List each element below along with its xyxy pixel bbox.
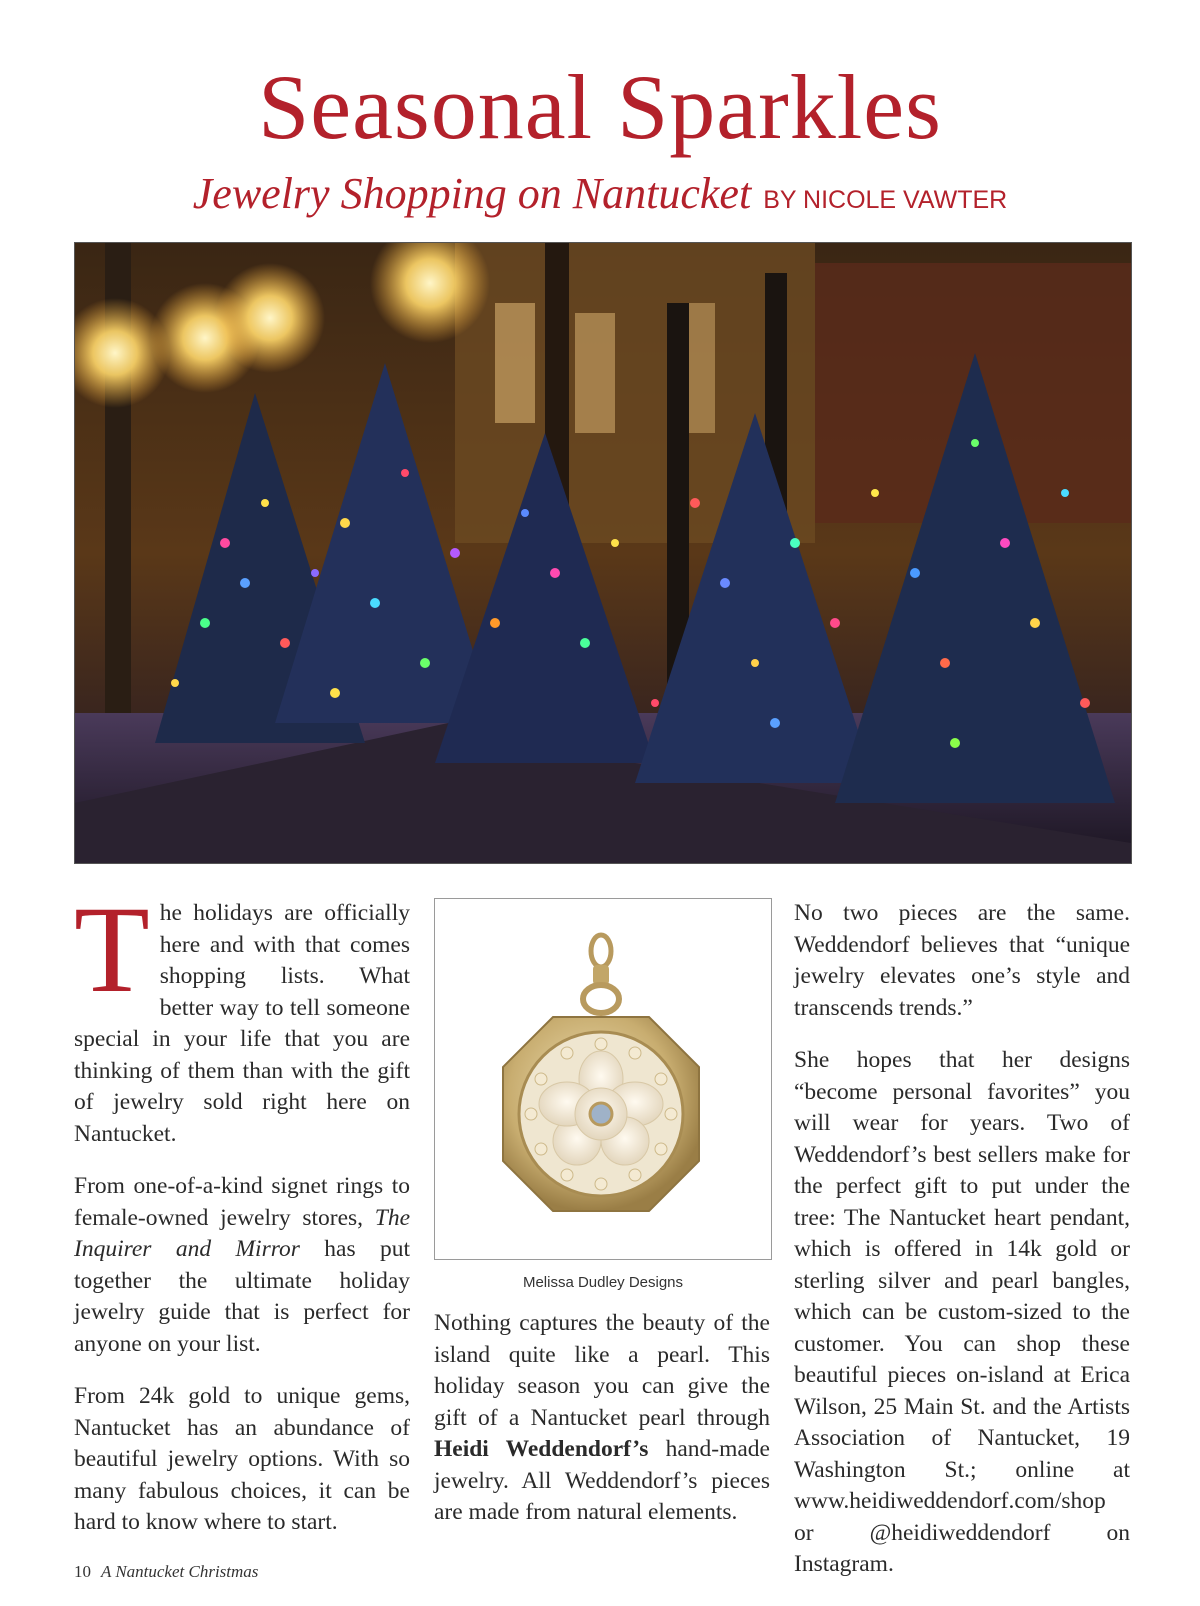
paragraph-2-text-b: has put together the ultimate holiday jewelry guide that is perfect for anyone on your list. [74, 1236, 411, 1357]
paragraph-4-text-b: hand-made jewelry. All Weddendorf’s pieces are made from natural elements. [434, 1436, 770, 1525]
byline: BY NICOLE VAWTER [763, 186, 1008, 214]
publication-title: A Nantucket Christmas [101, 1562, 259, 1581]
page-footer [74, 1562, 258, 1582]
paragraph-4 [434, 1308, 770, 1529]
paragraph-2 [74, 1171, 410, 1360]
page-number: 10 [74, 1562, 91, 1581]
pendant-illustration [435, 899, 771, 1259]
paragraph-2-text-a: From one-of-a-kind signet rings to female-owned jewelry stores, [74, 1173, 410, 1231]
subtitle-row [0, 168, 1200, 219]
hero-photo [74, 242, 1132, 864]
photo-caption: Melissa Dudley Designs [522, 1274, 684, 1291]
paragraph-1-text: he holidays are officially here and with that comes shopping lists. What better way to tell someone special in your life that you are thinking of them than with the gift of jewelry sold right here on Nantucket. [74, 900, 410, 1147]
paragraph-4-text-a: Nothing captures the beauty of the island quite like a pearl. This holiday season you can give the gift of a Nantucket pearl through [434, 1310, 770, 1431]
paragraph-5: No two pieces are the same. Weddendorf believes that “unique jewelry elevates one’s style and transcends trends.” [794, 900, 1130, 1021]
designer-name: Heidi Weddendorf’s [434, 1436, 649, 1462]
street-christmas-trees-illustration [75, 243, 1131, 863]
paragraph-6: She hopes that her designs “become personal favorites” you will wear for years. Two of Weddendorf’s best sellers make for the perfect gift to put under the tree: The Nantucket heart pendant, which is offered in 14k gold or sterling silver and pearl bangles, which can be custom-sized to the customer. You can shop these beautiful pieces on-island at Erica Wilson, 25 Main St. and the Artists Association of Nantucket, 19 Washington St.; online at www.heidiweddendorf.com/shop or @heidiweddendorf on Instagram. [794, 1047, 1130, 1577]
article-subtitle: Jewelry Shopping on Nantucket [192, 169, 752, 218]
publication-name: The Inquirer and Mirror [74, 1204, 410, 1262]
column-3 [794, 898, 1130, 1602]
paragraph-1 [74, 881, 410, 1150]
drop-cap: T [74, 881, 150, 1018]
paragraph-3: From 24k gold to unique gems, Nantucket has an abundance of beautiful jewelry options. With so many fabulous choices, it can be hard to know where to start. [74, 1383, 410, 1535]
column-2 [434, 1308, 770, 1550]
pendant-photo [434, 898, 772, 1260]
column-1 [74, 881, 411, 1560]
article-title: Seasonal Sparkles [258, 56, 942, 158]
